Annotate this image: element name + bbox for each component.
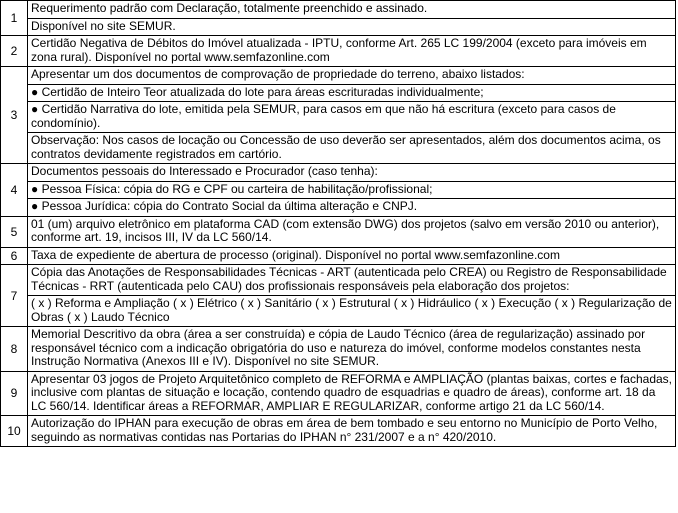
table-row (1, 216, 676, 247)
row-text: Memorial Descritivo da obra (área a ser construída) e cópia de Laudo Técnico (área de regularização) assinado por responsável técnico com a indicação obrigatória do uso e natureza do imóvel, conforme modelos constantes nesta Instrução Normativa (Anexos III e IV). Disponível no site SEMUR. (31, 327, 646, 368)
row-content (28, 416, 676, 447)
table-row (1, 247, 676, 265)
row-number: 9 (1, 371, 28, 416)
row-number: 2 (1, 36, 28, 67)
row-number: 1 (1, 1, 28, 36)
row-text: Certidão Negativa de Débitos do Imóvel atualizada - IPTU, conforme Art. 265 LC 199/2004 (exceto para imóveis em zona rural). Disponível no portal www.semfazonline.com (31, 36, 647, 64)
row-content (28, 1, 676, 36)
row-text: Cópia das Anotações de Responsabilidades Técnicas - ART (autenticada pelo CREA) ou Registro de Responsabilidade Técnicas - RRT (autenticada pelo CAU) dos profissionais responsáveis pela elaboração dos projetos: (28, 265, 675, 296)
row-note: Observação: Nos casos de locação ou Concessão de uso deverão ser apresentados, além dos documentos acima, os contratos devidamente registrados em cartório. (31, 133, 661, 161)
row-text: Disponível no site SEMUR. (31, 18, 176, 33)
table-row (1, 164, 676, 217)
row-number: 6 (1, 247, 28, 265)
row-content (28, 216, 676, 247)
row-text: Requerimento padrão com Declaração, totalmente preenchido e assinado. (28, 1, 675, 19)
row-content (28, 164, 676, 217)
row-text: Apresentar um dos documentos de comprovação de propriedade do terreno, abaixo listados: (28, 67, 675, 85)
table-row (1, 1, 676, 36)
row-number: 7 (1, 265, 28, 327)
row-text: Apresentar 03 jogos de Projeto Arquitetônico completo de REFORMA e AMPLIAÇÃO (plantas baixas, cortes e fachadas, inclusive com plantas de situação e locação, contendo quadro de esquadrias e quadro de áreas), conforme art. 18 da LC 560/14. Identificar áreas a REFORMAR, AMPLIAR E REGULARIZAR, conforme artigo 21 da LC 560/14. (31, 371, 673, 413)
bullet-item: ● Pessoa Física: cópia do RG e CPF ou carteira de habilitação/profissional; (28, 182, 675, 200)
table-row (1, 67, 676, 164)
table-row (1, 371, 676, 416)
row-text: Documentos pessoais do Interessado e Procurador (caso tenha): (28, 164, 675, 182)
row-content (28, 36, 676, 67)
table-row (1, 36, 676, 67)
table-row (1, 327, 676, 372)
row-text: Taxa de expediente de abertura de processo (original). Disponível no portal www.semfazonline.com (31, 247, 560, 262)
project-checklist: ( x ) Reforma e Ampliação ( x ) Elétrico ( x ) Sanitário ( x ) Estrutural ( x ) Hidráulico ( x ) Execução ( x ) Regularização de Obras ( x ) Laudo Técnico (31, 296, 672, 324)
bullet-item: ● Certidão de Inteiro Teor atualizada do lote para áreas escrituradas individualmente; (28, 85, 675, 103)
row-number: 8 (1, 327, 28, 372)
row-number: 3 (1, 67, 28, 164)
row-text: Autorização do IPHAN para execução de obras em área de bem tombado e seu entorno no Município de Porto Velho, seguindo as normativas contidas nas Portarias do IPHAN n° 231/2007 e a n° 420/2010. (31, 416, 658, 444)
row-content (28, 265, 676, 327)
table-row (1, 265, 676, 327)
row-content (28, 247, 676, 265)
row-content (28, 327, 676, 372)
row-number: 10 (1, 416, 28, 447)
bullet-item: ● Pessoa Jurídica: cópia do Contrato Social da última alteração e CNPJ. (31, 199, 418, 213)
row-content (28, 67, 676, 164)
row-content (28, 371, 676, 416)
row-number: 5 (1, 216, 28, 247)
row-text: 01 (um) arquivo eletrônico em plataforma CAD (com extensão DWG) dos projetos (salvo em versão 2010 ou anterior), conforme art. 19, incisos III, IV da LC 560/14. (31, 216, 660, 244)
bullet-item: ● Certidão Narrativa do lote, emitida pela SEMUR, para casos em que não há escritura (exceto para casos de condomínio). (28, 102, 675, 133)
table-row (1, 416, 676, 447)
row-number: 4 (1, 164, 28, 217)
